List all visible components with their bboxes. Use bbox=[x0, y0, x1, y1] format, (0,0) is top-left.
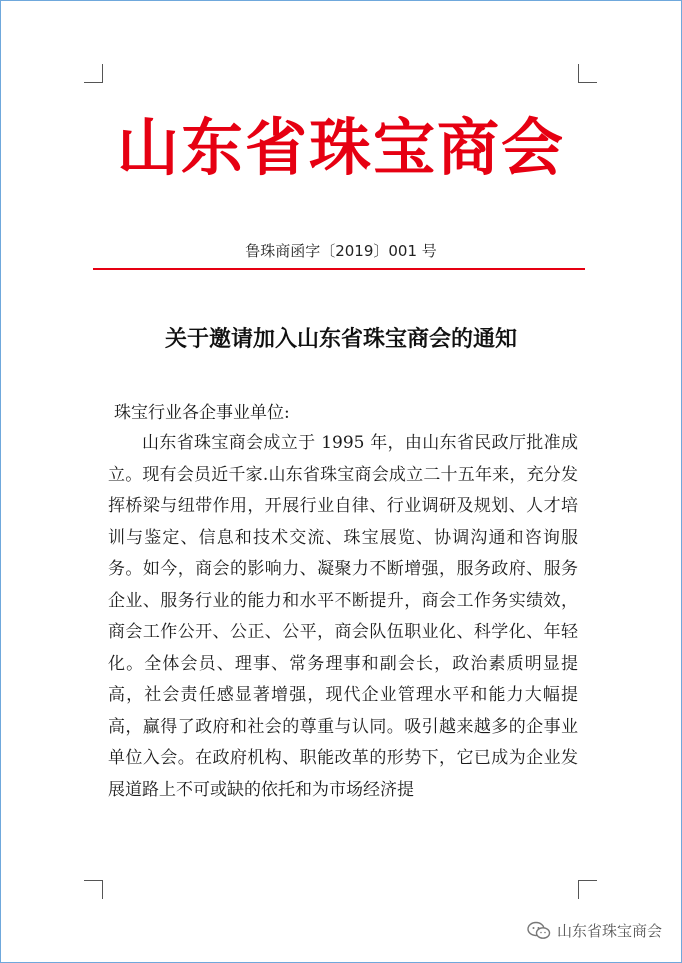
notice-body: 山东省珠宝商会成立于 1995 年，由山东省民政厅批准成立。现有会员近千家.山东省珠宝商会成立二十五年来，充分发挥桥梁与纽带作用，开展行业自律、行业调研及规划、人才培训与鉴定、信息和技术交流、珠宝展览、协调沟通和咨询服务。如今，商会的影响力、凝聚力不断增强，服务政府、服务企业、服务行业的能力和水平不断提升，商会工作务实绩效，商会工作公开、公正、公平，商会队伍职业化、科学化、年轻化。全体会员、理事、常务理事和副会长，政治素质明显提高，社会责任感显著增强，现代企业管理水平和能力大幅提高，赢得了政府和社会的尊重与认同。吸引越来越多的企事业单位入会。在政府机构、职能改革的形势下，它已成为企业发展道路上不可或缺的依托和为市场经济提 bbox=[108, 433, 578, 800]
wechat-icon bbox=[527, 921, 551, 941]
salutation: 珠宝行业各企事业单位: bbox=[114, 403, 290, 423]
watermark bbox=[527, 920, 662, 941]
crop-mark-top-left bbox=[84, 64, 103, 83]
document-number: 鲁珠商函字〔2019〕001 号 bbox=[245, 242, 437, 260]
crop-mark-bottom-left bbox=[84, 880, 103, 899]
organization-title: 山东省珠宝商会 bbox=[116, 111, 565, 184]
crop-mark-top-right bbox=[578, 64, 597, 83]
crop-mark-bottom-right bbox=[578, 880, 597, 899]
notice-title: 关于邀请加入山东省珠宝商会的通知 bbox=[164, 326, 517, 352]
watermark-label: 山东省珠宝商会 bbox=[556, 922, 662, 940]
red-divider bbox=[93, 268, 585, 270]
